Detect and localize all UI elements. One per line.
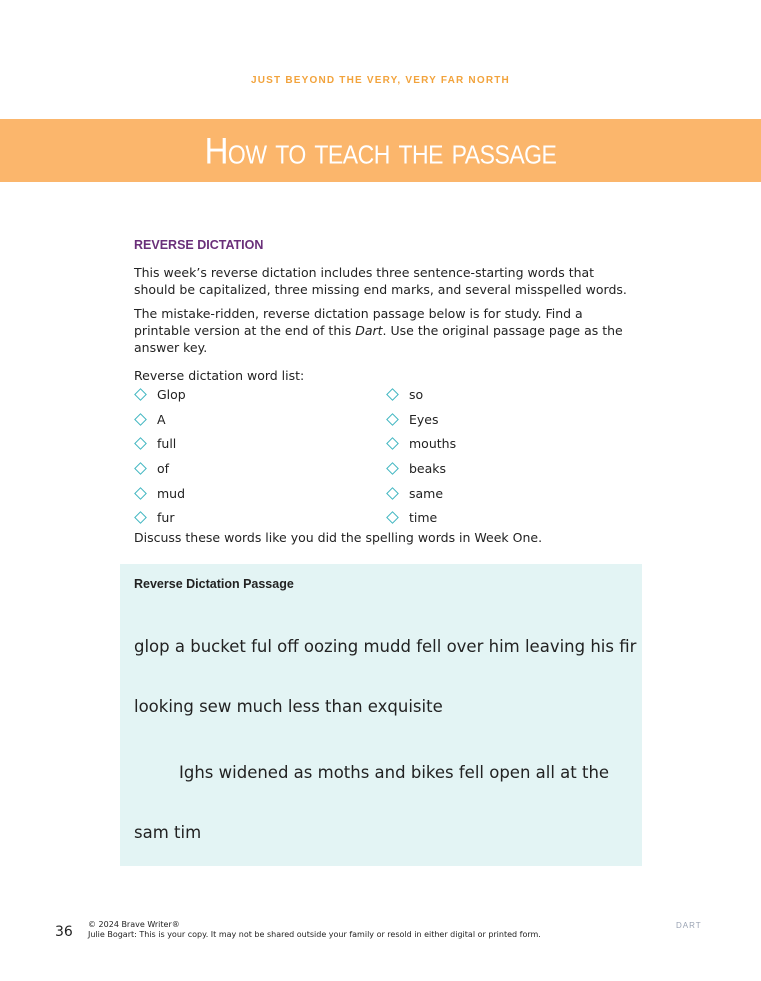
list-item	[386, 456, 456, 481]
passage-line-1: glop a bucket ful off oozing mudd fell over him leaving his fir	[134, 637, 637, 656]
word: time	[409, 510, 438, 526]
copyright-line: © 2024 Brave Writer®	[88, 920, 180, 929]
word: A	[157, 411, 166, 427]
list-item	[134, 431, 186, 456]
word: beaks	[409, 460, 447, 476]
diamond-bullet-icon	[386, 462, 399, 475]
study-paragraph	[134, 305, 634, 356]
list-item	[386, 431, 456, 456]
word: so	[409, 386, 424, 402]
banner-title: How to teach the passage	[204, 129, 557, 171]
word: Glop	[157, 386, 186, 402]
product-mark: DART	[676, 921, 702, 930]
list-item	[386, 481, 456, 506]
passage-line-2: looking sew much less than exquisite	[134, 697, 443, 716]
main-content	[134, 237, 634, 545]
diamond-bullet-icon	[386, 487, 399, 500]
word: same	[409, 485, 444, 501]
diamond-bullet-icon	[386, 437, 399, 450]
diamond-bullet-icon	[134, 388, 147, 401]
list-item	[386, 382, 456, 407]
dart-title: Dart	[355, 323, 383, 338]
study-paragraph-end: . Use the original passage page as the answer key.	[134, 323, 623, 355]
section-heading: REVERSE DICTATION	[134, 238, 264, 252]
diamond-bullet-icon	[386, 413, 399, 426]
list-item	[134, 407, 186, 432]
diamond-bullet-icon	[134, 462, 147, 475]
diamond-bullet-icon	[386, 511, 399, 524]
diamond-bullet-icon	[134, 511, 147, 524]
word: full	[157, 436, 177, 452]
passage-box	[120, 564, 642, 866]
word: fur	[157, 510, 175, 526]
word: mouths	[409, 436, 457, 452]
diamond-bullet-icon	[134, 413, 147, 426]
running-title: JUST BEYOND THE VERY, VERY FAR NORTH	[251, 75, 510, 86]
study-paragraph-text: The mistake-ridden, reverse dictation passage below is for study. Find a printable version at the end of this	[134, 306, 583, 338]
word: Eyes	[409, 411, 439, 427]
passage-line-3: Ighs widened as moths and bikes fell open all at the	[179, 763, 610, 782]
word-column-right	[386, 382, 456, 530]
list-item	[134, 456, 186, 481]
discuss-text: Discuss these words like you did the spelling words in Week One.	[134, 530, 543, 545]
list-item	[386, 407, 456, 432]
page-number: 36	[55, 924, 73, 940]
passage-title: Reverse Dictation Passage	[134, 577, 294, 591]
footer-copyright	[88, 920, 541, 940]
word: mud	[157, 485, 186, 501]
diamond-bullet-icon	[134, 487, 147, 500]
copyright-notice: Julie Bogart: This is your copy. It may not be shared outside your family or resold in either digital or printed form.	[88, 930, 541, 939]
wordlist-label: Reverse dictation word list:	[134, 368, 305, 383]
intro-paragraph: This week’s reverse dictation includes three sentence-starting words that should be capitalized, three missing end marks, and several misspelled words.	[134, 265, 627, 297]
word-column-left	[134, 382, 186, 530]
diamond-bullet-icon	[134, 437, 147, 450]
list-item	[134, 382, 186, 407]
list-item	[134, 505, 186, 530]
passage-line-4: sam tim	[134, 823, 202, 842]
title-banner	[0, 119, 761, 182]
list-item	[134, 481, 186, 506]
word: of	[157, 460, 170, 476]
diamond-bullet-icon	[386, 388, 399, 401]
list-item	[386, 505, 456, 530]
